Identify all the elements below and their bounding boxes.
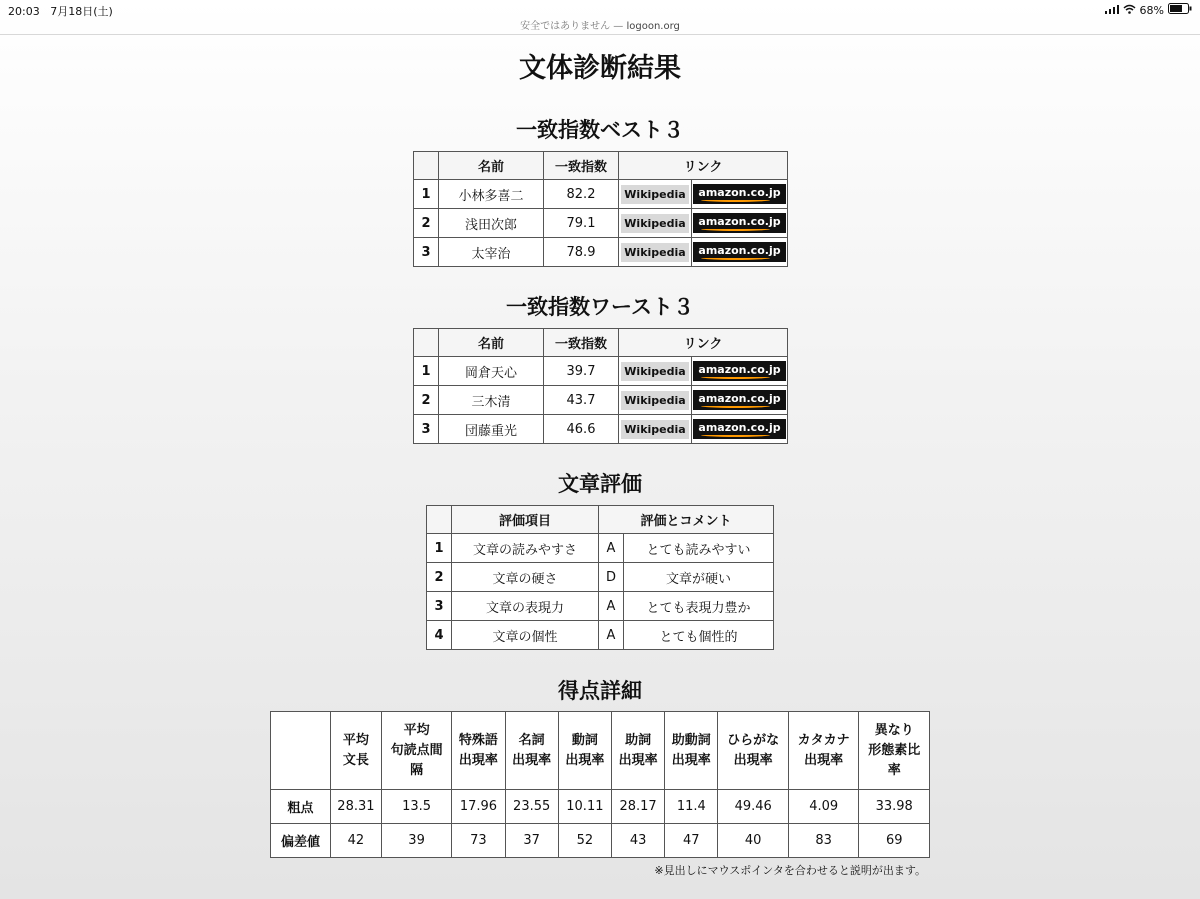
wikipedia-link[interactable]: Wikipedia (621, 362, 688, 381)
rank-cell: 1 (414, 357, 439, 386)
header-cell: リンク (619, 329, 788, 357)
score-cell: 83 (788, 824, 859, 858)
amazon-cell (692, 357, 788, 386)
score-cell: 43 (611, 824, 664, 858)
header-cell[interactable]: 一致指数 (544, 152, 619, 180)
score-cell: 42 (331, 824, 382, 858)
wiki-cell (619, 386, 692, 415)
column-header[interactable]: カタカナ 出現率 (788, 712, 859, 790)
column-header[interactable]: 異なり 形態素比 率 (859, 712, 930, 790)
table-row (414, 209, 788, 238)
score-cell: 49.46 (718, 790, 789, 824)
wiki-cell (619, 357, 692, 386)
table-row (427, 592, 774, 621)
rank-cell: 2 (427, 563, 452, 592)
amazon-link[interactable]: amazon.co.jp (693, 361, 785, 381)
author-name: 浅田次郎 (439, 209, 544, 238)
column-header[interactable]: 平均 句読点間 隔 (381, 712, 452, 790)
eval-grade: A (599, 592, 624, 621)
amazon-cell (692, 386, 788, 415)
divider (0, 34, 1200, 35)
rank-cell: 3 (427, 592, 452, 621)
table-row (414, 386, 788, 415)
eval-item: 文章の表現力 (452, 592, 599, 621)
eval-comment: とても個性的 (624, 621, 774, 650)
status-indicators (1105, 3, 1192, 17)
match-score: 43.7 (544, 386, 619, 415)
table-header-row (414, 152, 788, 180)
wiki-cell (619, 209, 692, 238)
header-cell[interactable]: 名前 (439, 152, 544, 180)
wikipedia-link[interactable]: Wikipedia (621, 185, 688, 204)
best-heading[interactable]: 一致指数ベスト３ (516, 118, 684, 142)
rank-cell: 3 (414, 415, 439, 444)
table-row (271, 824, 930, 858)
amazon-link[interactable]: amazon.co.jp (693, 184, 785, 204)
column-header[interactable]: 助動詞 出現率 (665, 712, 718, 790)
match-score: 46.6 (544, 415, 619, 444)
table-row (427, 621, 774, 650)
rank-cell: 4 (427, 621, 452, 650)
table-row (414, 357, 788, 386)
amazon-link[interactable]: amazon.co.jp (693, 390, 785, 410)
best-table (413, 151, 788, 267)
score-cell: 73 (452, 824, 505, 858)
score-cell: 28.31 (331, 790, 382, 824)
header-cell (414, 152, 439, 180)
amazon-cell (692, 180, 788, 209)
author-name: 団藤重光 (439, 415, 544, 444)
table-header-row (427, 506, 774, 534)
score-cell: 52 (558, 824, 611, 858)
score-cell: 4.09 (788, 790, 859, 824)
eval-comment: とても読みやすい (624, 534, 774, 563)
score-cell: 17.96 (452, 790, 505, 824)
column-header[interactable]: 特殊語 出現率 (452, 712, 505, 790)
score-cell: 33.98 (859, 790, 930, 824)
url-host: logoon.org (626, 21, 680, 32)
score-cell: 23.55 (505, 790, 558, 824)
eval-item: 文章の硬さ (452, 563, 599, 592)
detail-table (270, 711, 930, 858)
rank-cell: 1 (414, 180, 439, 209)
table-row (427, 534, 774, 563)
match-score: 79.1 (544, 209, 619, 238)
table-row (414, 415, 788, 444)
page-title: 文体診断結果 (519, 53, 681, 84)
score-cell: 69 (859, 824, 930, 858)
match-score: 78.9 (544, 238, 619, 267)
match-score: 39.7 (544, 357, 619, 386)
table-header-row (414, 329, 788, 357)
wiki-cell (619, 238, 692, 267)
header-cell[interactable]: 評価とコメント (599, 506, 774, 534)
table-row (271, 790, 930, 824)
amazon-link[interactable]: amazon.co.jp (693, 242, 785, 262)
wifi-icon (1123, 4, 1136, 17)
match-score: 82.2 (544, 180, 619, 209)
amazon-link[interactable]: amazon.co.jp (693, 419, 785, 439)
column-header[interactable]: 助詞 出現率 (611, 712, 664, 790)
header-cell[interactable]: 評価項目 (452, 506, 599, 534)
wikipedia-link[interactable]: Wikipedia (621, 391, 688, 410)
eval-grade: D (599, 563, 624, 592)
worst-heading[interactable]: 一致指数ワースト３ (506, 295, 694, 319)
column-header[interactable]: 動詞 出現率 (558, 712, 611, 790)
eval-heading[interactable]: 文章評価 (558, 472, 642, 496)
eval-grade: A (599, 621, 624, 650)
table-row (414, 180, 788, 209)
status-time: 20:03 7月18日(土) (8, 5, 113, 18)
author-name: 三木清 (439, 386, 544, 415)
column-header[interactable]: ひらがな 出現率 (718, 712, 789, 790)
eval-comment: 文章が硬い (624, 563, 774, 592)
table-row (414, 238, 788, 267)
header-cell (414, 329, 439, 357)
detail-heading[interactable]: 得点詳細 (558, 679, 642, 703)
table-row (427, 563, 774, 592)
rank-cell: 2 (414, 386, 439, 415)
column-header[interactable]: 平均 文長 (331, 712, 382, 790)
score-cell: 37 (505, 824, 558, 858)
score-cell: 11.4 (665, 790, 718, 824)
amazon-cell (692, 238, 788, 267)
eval-table (426, 505, 774, 650)
eval-grade: A (599, 534, 624, 563)
amazon-link[interactable]: amazon.co.jp (693, 213, 785, 233)
author-name: 小林多喜二 (439, 180, 544, 209)
battery-percent: 68% (1139, 3, 1164, 17)
address-bar[interactable] (0, 17, 1200, 32)
table-header-row (271, 712, 930, 790)
amazon-cell (692, 209, 788, 238)
score-cell: 39 (381, 824, 452, 858)
score-cell: 47 (665, 824, 718, 858)
signal-icon (1105, 4, 1119, 17)
wikipedia-link[interactable]: Wikipedia (621, 214, 688, 233)
security-warning: 安全ではありません — (520, 21, 624, 32)
author-name: 太宰治 (439, 238, 544, 267)
eval-item: 文章の個性 (452, 621, 599, 650)
amazon-cell (692, 415, 788, 444)
status-bar (0, 0, 1200, 18)
header-cell[interactable]: 名前 (439, 329, 544, 357)
score-cell: 10.11 (558, 790, 611, 824)
eval-comment: とても表現力豊か (624, 592, 774, 621)
rank-cell: 2 (414, 209, 439, 238)
wiki-cell (619, 180, 692, 209)
wikipedia-link[interactable]: Wikipedia (621, 420, 688, 439)
header-cell: リンク (619, 152, 788, 180)
header-cell (427, 506, 452, 534)
header-cell[interactable]: 一致指数 (544, 329, 619, 357)
eval-item: 文章の読みやすさ (452, 534, 599, 563)
row-label: 粗点 (271, 790, 331, 824)
row-label: 偏差値 (271, 824, 331, 858)
column-header[interactable]: 名詞 出現率 (505, 712, 558, 790)
footnote: ※見出しにマウスポインタを合わせると説明が出ます。 (654, 864, 926, 877)
worst-table (413, 328, 788, 444)
wikipedia-link[interactable]: Wikipedia (621, 243, 688, 262)
score-cell: 13.5 (381, 790, 452, 824)
battery-icon (1168, 3, 1192, 17)
author-name: 岡倉天心 (439, 357, 544, 386)
rank-cell: 1 (427, 534, 452, 563)
score-cell: 28.17 (611, 790, 664, 824)
header-corner (271, 712, 331, 790)
rank-cell: 3 (414, 238, 439, 267)
wiki-cell (619, 415, 692, 444)
score-cell: 40 (718, 824, 789, 858)
